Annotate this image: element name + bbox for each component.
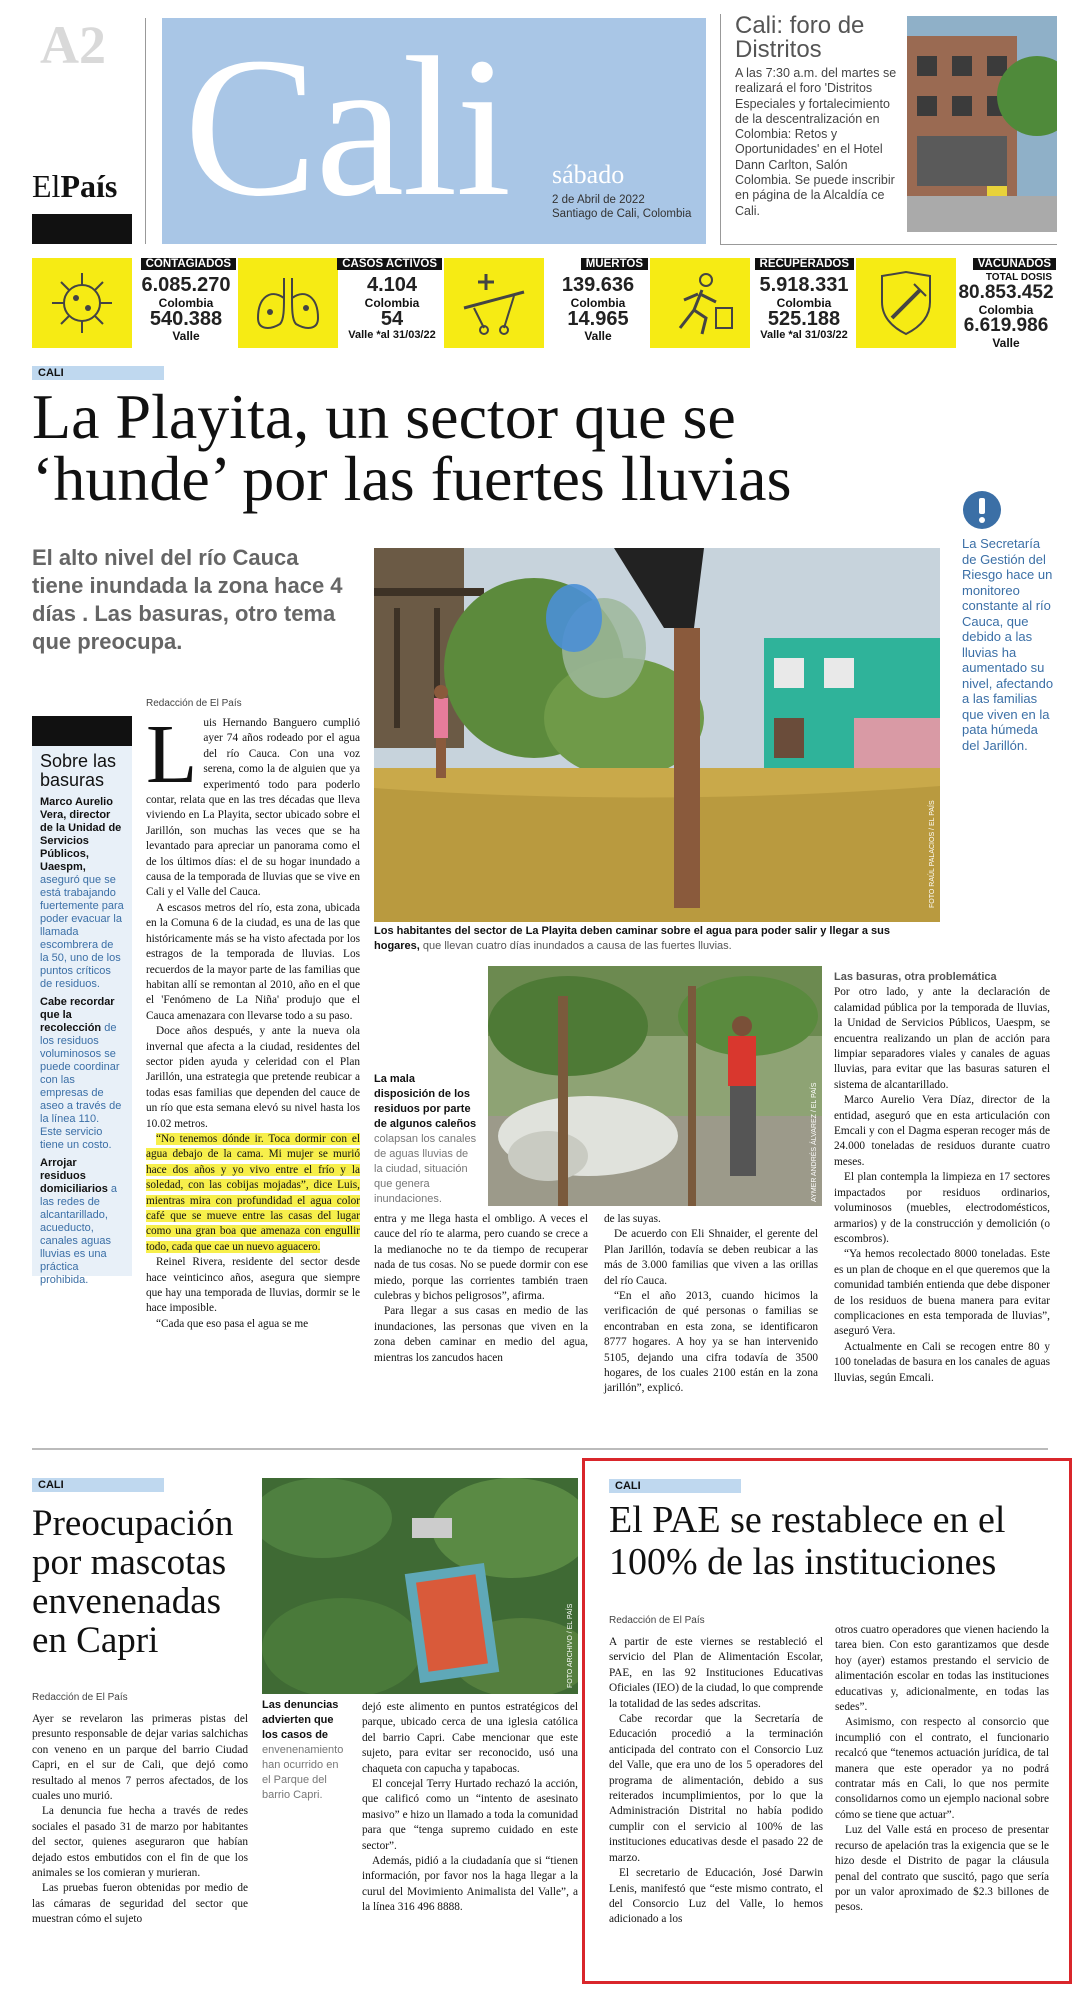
park-photo (262, 1478, 578, 1694)
basuras-item (40, 1157, 124, 1287)
basuras-box-title: Sobre las basuras (40, 751, 117, 790)
basuras-item-text: a las redes de alcantarillado, acueducto, canales aguas lluvias es una práctica prohibida. (40, 1183, 118, 1286)
col1-para: A escasos metros del río, esta zona, ubicada en la Comuna 6 de la ciudad, es una de las que históricamente más se ha visto afectada por los estragos de la temporada de lluvias. Los recuerdos de la mayor parte de las familias que habitan allí se remontan al 2010, año en el que el 'Fenómeno de La Niña' produjo que el Cauca amenazara con llevarse todo a su paso. (146, 901, 360, 1022)
brand-pais: País (60, 168, 118, 204)
photo2-credit: AYMER ANDRÉS ÁLVAREZ / EL PAÍS (811, 1082, 818, 1202)
stat-region-colombia: Colombia (978, 303, 1034, 317)
stat-region-valle: Valle *al 31/03/22 (348, 329, 436, 341)
capri-para: dejó este alimento en puntos estratégicos del parque, ubicado cerca de una iglesia católica del barrio Capri. Cabe mencionar que este sujeto, para evitar ser reconocido, usó una chaqueta con capucha y tapabocas. (362, 1701, 578, 1775)
stat-contagiados (32, 258, 236, 348)
basuras-item (40, 796, 124, 991)
col4-para: Marco Aurelio Vera Díaz, director de la entidad, aseguró que en esta articulación con Emcali y con el Dagma esperan recoger más de 24.000 toneladas de residuos durante cuatro meses. (834, 1094, 1050, 1168)
basuras-item-bold: Cabe recordar que la recolección (40, 996, 115, 1034)
photo2-caption-text: colapsan los canales de aguas lluvias de la ciudad, situación que genera inundaciones. (374, 1133, 477, 1205)
main-col4 (834, 970, 1050, 1386)
pae-frame (582, 1458, 1072, 1984)
flood-photo (374, 548, 940, 922)
stat-label: CASOS ACTIVOS (337, 258, 442, 270)
col2-para: entra y me llega hasta el ombligo. A veces el cauce del río te alarma, pero cuando se crece a la medianoche no te da tiempo de recuperar nada de tus cosas. No se puede dormir con ese miedo, porque las corrientes también traen culebras y bichos peligrosos”, afirma. (374, 1213, 588, 1303)
capri-para: Las pruebas fueron obtenidas por medio de las cámaras de seguridad del sector que muestran cómo el sujeto (32, 1882, 248, 1926)
main-col3 (604, 1212, 818, 1397)
pae-para: Asimismo, con respecto al consorcio que incumplió con el contrato, el funcionario recalcó que “tenemos actuación jurídica, de tal manera que este operador ya no podrá contratar más en Cali, lo que nos permite consolidarnos como un ejemplo nacional sobre cómo se tiene que actuar”. (835, 1716, 1049, 1821)
section-tag: CALI (32, 366, 164, 380)
stat-label: CONTAGIADOS (141, 258, 236, 270)
stat-casos-activos (238, 258, 442, 348)
date-label: 2 de Abril de 2022 (552, 194, 645, 206)
col1-para: uis Hernando Banguero cumplió ayer 74 años rodeado por el agua del río Cauca. Con una voz serena, como la de alguien que ya experimentó todo para poderlo contar, relata que en las tres décadas que lleva viviendo en La Playita, sector ubicado sobre el Jarillón, son muchas las veces que se ha levantado para apreciar un panorama como el de los últimos días: el de su hogar inundado a causa de la temporada de lluvias que se vive en Cali y el Valle del Cauca. (146, 717, 360, 899)
basuras-box-bar (32, 716, 132, 746)
section-title: Cali (184, 17, 510, 238)
main-headline-line1: La Playita, un sector que se (32, 381, 736, 452)
main-col1 (146, 708, 360, 1332)
col1-para: “Cada que eso pasa el agua se me (156, 1317, 309, 1330)
stat-label: VACUNADOS (973, 258, 1056, 270)
header-divider (145, 18, 146, 244)
col4-para: Actualmente en Cali se recogen entre 80 y 100 toneladas de basura en los canales de aguas lluvias, según Emcali. (834, 1340, 1050, 1384)
pae-col2 (835, 1623, 1049, 1916)
capri-caption (262, 1698, 342, 1803)
stat-region-valle: Valle (992, 336, 1020, 350)
pae-tag: CALI (609, 1479, 741, 1493)
capri-col1 (32, 1712, 248, 1928)
stats-row (32, 258, 1056, 350)
capri-col2 (362, 1700, 578, 1916)
stat-value-valle: 54 (380, 308, 404, 330)
forum-title: Cali: foro de Distritos (735, 12, 865, 63)
col1-para: Doce años después, y ante la nueva ola invernal que afecta a la ciudad, residentes del sector piden ayuda y celeridad con el Plan Jarillón, una estrategia que pretende reubicar a todas esas familias que dependen del cauce de un río que esta semana elevó su nivel hasta los 10.02 metros. (146, 1025, 360, 1130)
capri-byline: Redacción de El País (32, 1692, 128, 1703)
capri-photo-credit: FOTO ARCHIVO / EL PAÍS (567, 1603, 574, 1688)
brand-bar (32, 214, 132, 244)
section-divider (32, 1448, 1048, 1450)
stat-value-valle: 540.388 (149, 308, 223, 330)
stat-recuperados (650, 258, 854, 348)
stat-muertos (444, 258, 648, 348)
stat-region-valle: Valle (172, 329, 200, 343)
col2-para: Para llegar a sus casas en medio de las inundaciones, las personas que viven en la zona deben caminar en medio del agua, mientras los zancudos hacen (374, 1305, 588, 1364)
stat-value-valle: 14.965 (567, 308, 629, 330)
forum-photo (907, 16, 1057, 232)
pae-para: Cabe recordar que la Secretaría de Educación procedió a la terminación anticipada del contrato con el Consorcio Luz del Valle, que era uno de los 5 operadores del programa de alimentación, debido a sus reiterados incumplimientos, por lo que la Administración Distrital no había podido cumplir con el servicio al 100% de las instituciones educativas desde el pasado 22 de marzo. (609, 1713, 823, 1864)
stat-region-colombia: Colombia (776, 296, 832, 310)
stat-region-colombia: Colombia (364, 296, 420, 310)
col3-para: “En el año 2013, cuando hicimos la verificación de qué personas o familias se encontraban en esta zona, se identificaron 8777 hogares. A hoy ya se han intervenido 5105, dejando una cifra todavía de 3500 hogares, de los cuales 2100 están en la zona jarillón”, explicó. (604, 1290, 818, 1395)
stat-region-colombia: Colombia (158, 296, 214, 310)
runner-icon (662, 268, 738, 338)
basuras-item-bold: Marco Aurelio Vera, director de la Unidad de Servicios Públicos, Uaespm, (40, 796, 122, 873)
photo1-caption-bold: Los habitantes del sector de La Playita deben caminar sobre el agua para poder salir y llegar a sus hogares, (374, 925, 890, 952)
col3-para: De acuerdo con Eli Shnaider, el gerente del Plan Jarillón, todavía se deben reubicar a las más de 3.000 familias que viven a las orillas del río Cauca. (604, 1228, 818, 1287)
capri-caption-text: envenenamiento han ocurrido en el Parque del barrio Capri. (262, 1744, 344, 1801)
pae-col1 (609, 1635, 823, 1928)
stat-value-valle: 6.619.986 (963, 315, 1049, 336)
stat-value-colombia: 80.853.452 (958, 282, 1054, 303)
section-banner (162, 18, 706, 244)
vaccine-icon (868, 268, 944, 338)
pae-byline: Redacción de El País (609, 1615, 705, 1626)
pae-para: otros cuatro operadores que vienen haciendo la tarea bien. Con esto garantizamos que desde hoy (ayer) estamos prestando el servicio de alimentación escolar en todas las instituciones educativas y, adicionalmente, en todas las sedes”. (835, 1624, 1049, 1714)
photo2-caption-bold: La mala disposición de los residuos por parte de algunos caleños (374, 1073, 477, 1130)
capri-caption-bold: Las denuncias advierten que los casos de (262, 1699, 339, 1741)
col4-subhead: Las basuras, otra problemática (834, 971, 997, 983)
stat-region-colombia: Colombia (570, 296, 626, 310)
highlighted-quote: “No tenemos dónde ir. Toca dormir con el agua debajo de la cama. Mi mujer se murió hace dos años y yo vivo entre el frío y la soledad, con las cobijas mojadas”, dice Luis, mientras mira con profundidad el agua color café que se mueve entre las casas del lugar como una gran boa que amenaza con engullir todo, cada que cae un nuevo aguacero. (146, 1132, 360, 1253)
capri-tag: CALI (32, 1478, 164, 1492)
stat-label: MUERTOS (581, 258, 648, 270)
basuras-item-bold: Arrojar residuos domiciliarios (40, 1157, 108, 1195)
capri-para: La denuncia fue hecha a través de redes sociales el pasado 31 de marzo por habitantes del sector, quienes aseguraron que habían dejado estos embutidos con el fin de que los animales se los comieran y murieran. (32, 1805, 248, 1880)
stat-value-colombia: 5.918.331 (759, 274, 849, 296)
stat-label: RECUPERADOS (755, 258, 854, 270)
stat-vacunados (856, 258, 1056, 348)
sidebar-note: La Secretaría de Gestión del Riesgo hace un monitoreo constante al río Cauca, que debido a las lluvias ha aumentado su nivel, afectando a las familias que viven en la pata húmeda del Jarillón. (962, 536, 1054, 753)
col4-para: Por otro lado, y ante la declaración de calamidad pública por la temporada de lluvias, la Unidad de Servicios Públicos, Uaespm, se encuentra realizando un plan de acción para limpiar separadores viales y canales de aguas lluvias, para evitar que las basuras saturen el sistema de alcantarillado. (834, 986, 1050, 1091)
photo2-caption (374, 1072, 478, 1207)
basuras-item-text: aseguró que se está trabajando fuertemente para poder evacuar la llamada escombrera de la 50, uno de los puntos críticos de residuos. (40, 874, 124, 990)
garbage-photo (488, 966, 822, 1206)
main-deck: El alto nivel del río Cauca tiene inundada la zona hace 4 días . Las basuras, otro tema que preocupa. (32, 545, 343, 654)
brand-el: El (32, 168, 61, 204)
lungs-icon (250, 268, 326, 338)
col1-para: Reinel Rivera, residente del sector desde hace veinticinco años, asegura que siempre que hay una temporada de lluvias, dormir se le hace imposible. (146, 1256, 360, 1315)
stat-value-colombia: 6.085.270 (141, 274, 231, 296)
main-headline (32, 381, 932, 514)
col3-para: de las suyas. (604, 1213, 661, 1225)
basuras-item (40, 996, 124, 1152)
virus-icon (44, 268, 120, 338)
capri-para: Además, pidió a la ciudadanía que si “tienen información, por favor nos la haga llegar a la curul del Movimiento Animalista del Valle”, a la línea 316 496 8888. (362, 1855, 578, 1914)
drop-cap: L (146, 708, 198, 801)
photo1-caption (374, 924, 934, 954)
place-label: Santiago de Cali, Colombia (552, 208, 692, 220)
main-headline-line2: ‘hunde’ por las fuertes lluvias (32, 443, 792, 514)
pae-para: El secretario de Educación, José Darwin Lenis, manifestó que “este mismo contrato, el del Consorcio Luz del Valle, lo hemos adicionado a los (609, 1867, 823, 1926)
capri-para: Ayer se revelaron las primeras pistas del presunto responsable de dejar varias salchichas con veneno en un parque del barrio Ciudad Capri, en el sur de Cali, que dejó como resultado al menos 7 perros afectados, de los cuales uno murió. (32, 1713, 248, 1803)
day-label: sábado (552, 160, 625, 189)
main-col2 (374, 1212, 588, 1366)
stat-value-colombia: 4.104 (366, 274, 418, 296)
forum-box (720, 14, 1057, 245)
photo1-caption-text: que llevan cuatro días inundados a causa de las fuertes lluvias. (419, 940, 732, 952)
main-byline: Redacción de El País (146, 698, 242, 709)
col4-para: El plan contempla la limpieza en 17 sectores impactados por residuos ordinarios, voluminosos (muebles, electrodomésticos, armarios) y de la construcción y demolición (o escombros). (834, 1171, 1050, 1245)
photo1-credit: FOTO RAÚL PALACIOS / EL PAÍS (929, 800, 936, 908)
page-label: A2 (40, 15, 106, 75)
pae-para: Luz del Valle está en proceso de presentar recurso de apelación tras la exigencia que se le hizo desde el Distrito de pagar la cláusula penal del contrato que suscitó, pago que sería por un valor aproximado de $2.3 billones de pesos. (835, 1824, 1049, 1914)
stat-sublabel: TOTAL DOSIS (985, 272, 1052, 283)
stat-value-valle: 525.188 (767, 308, 841, 330)
brand-logo (32, 168, 117, 205)
pae-headline: El PAE se restablece en el 100% de las instituciones (609, 1499, 1006, 1583)
pae-para: A partir de este viernes se restableció el servicio del Plan de Alimentación Escolar, PAE, en las 92 Instituciones Educativas Oficiales (IEO) de la ciudad, lo que comprende la totalidad de las sedes adscritas. (609, 1636, 823, 1710)
basuras-box (32, 716, 132, 1286)
col4-para: “Ya hemos recolectado 8000 toneladas. Este es un plan de choque en el que queremos que la comunidad también entienda que debe disponer de los residuos de buena manera para evitar complicaciones en esta temporada de lluvias”, aseguró Vera. (834, 1248, 1050, 1338)
capri-headline: Preocupación por mascotas envenenadas en Capri (32, 1503, 234, 1661)
info-icon (962, 490, 1002, 530)
basuras-item-text: de los residuos voluminosos se puede coordinar con las empresas de aseo a través de la línea 110. Este servicio tiene un costo. (40, 1022, 122, 1151)
stretcher-icon (456, 268, 532, 338)
stat-value-colombia: 139.636 (561, 274, 635, 296)
forum-text: A las 7:30 a.m. del martes se realizará el foro 'Distritos Especiales y fortalecimiento de la descentralización en Colombia: Retos y Oportunidades' en el Hotel Dann Carlton, Salón Colombia. Se puede inscribir en página de la Alcaldía ce Cali. (735, 66, 897, 218)
stat-region-valle: Valle (584, 329, 612, 343)
stat-region-valle: Valle *al 31/03/22 (760, 329, 848, 341)
capri-para: El concejal Terry Hurtado rechazó la acción, que calificó como un “intento de asesinato masivo” e hizo un llamado a toda la comunidad para que “tenga supremo cuidado en este sector”. (362, 1778, 578, 1852)
